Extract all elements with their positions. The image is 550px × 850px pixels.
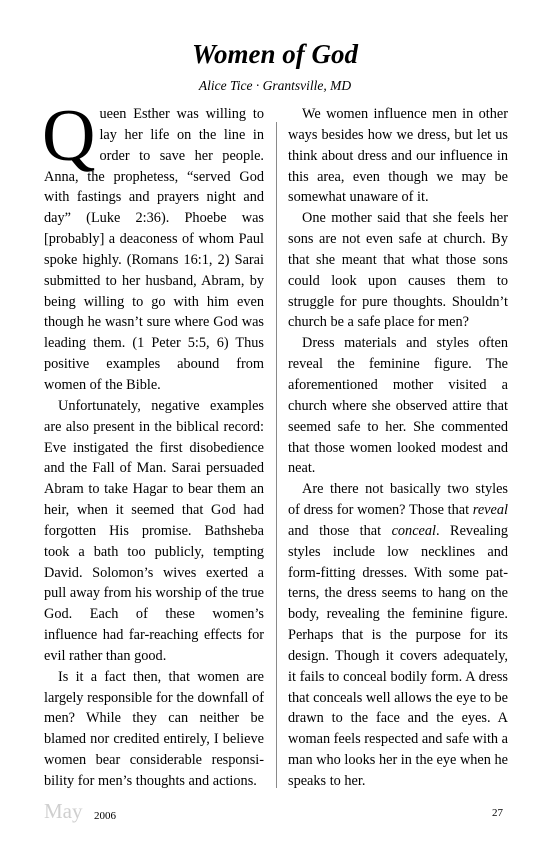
paragraph-text: . Revealing styles include low necklines and form-fitting dresses. With some patterns, the dress seems to hang on the body, revealing the feminine figure. Perhaps that is the purpose for its design. Though it covers adequately, it fails to conceal bodily form. A dress that conceals well allows the eye to be drawn to the face and the eyes. A woman feels respected and safe with a man who looks her in the eye when he speaks to her. <box>288 522 508 789</box>
right-column <box>288 104 508 792</box>
article-title: Women of God <box>192 39 358 69</box>
paragraph-text: and those that <box>288 522 392 539</box>
footer-year: 2006 <box>94 810 116 822</box>
left-column <box>42 95 264 792</box>
paragraph: One mother said that she feels her sons are not even safe at church. By that she meant that what those sons could look upon causes them to struggle for pure thoughts. Shouldn’t church be a safe place for men? <box>288 210 508 331</box>
author-byline: Alice Tice · Grantsville, MD <box>198 78 352 93</box>
paragraph: Unfortunately, negative examples are also present in the biblical record: Eve instigated the first disobedience and the Fall of Man. Sarai persuaded Abram to take Hagar to bear them an heir, when it seemed that God had forgotten His promise. Bathsheba took a bath too publicly, tempting David. Solomon’s wives exerted a pull away from his worship of the true God. Each of these women’s influence had far-reaching effects for evil rather than good. <box>44 397 264 664</box>
paragraph: We women influence men in other ways besides how we dress, but let us think about dress and our influence in this area, even though we may be somewhat unaware of it. <box>288 106 508 206</box>
paragraph <box>42 95 264 396</box>
drop-cap: Q <box>42 95 96 177</box>
footer-month: May <box>44 799 83 823</box>
page-number: 27 <box>492 807 503 819</box>
emphasis-reveal: reveal <box>472 502 508 519</box>
paragraph-text: ueen Esther was willing to lay her life on the line in order to save her people. Anna, the prophetess, “served God with fastings and prayers night and day” (Luke 2:36). Phoebe was [probably] a deaconess of whom Paul spoke highly. (Romans 16:1, 2) Sarai submitted to her husband, Abram, by being willing to go with him even though he wasn’t sure where God was leading them. (1 Peter 5:5, 6) Thus positive examples abound from women of the Bible. <box>44 106 264 393</box>
paragraph: Dress materials and styles often reveal the feminine figure. The aforementioned mother visited a church where she observed attire that seemed safe to her. She commented that those women looked modest and neat. <box>288 335 508 477</box>
emphasis-conceal: conceal <box>391 522 437 539</box>
column-divider <box>276 122 277 788</box>
paragraph <box>288 479 508 792</box>
paragraph: Is it a fact then, that women are largely responsible for the downfall of men? While they can neither be blamed nor credited entirely, I believe women bear considerable responsibility for men’s thoughts and actions. <box>44 668 264 789</box>
paragraph-text: Are there not basically two styles of dress for women? Those that <box>288 481 508 519</box>
